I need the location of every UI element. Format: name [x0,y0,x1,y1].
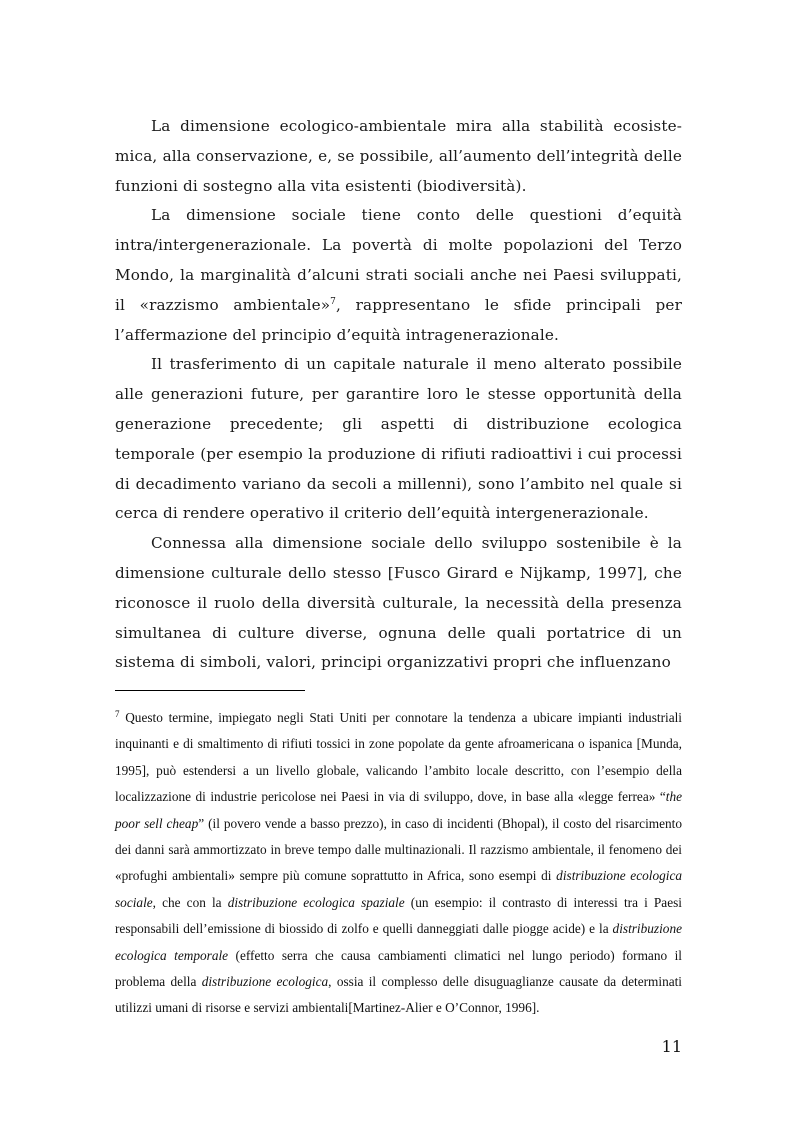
footnote-italic: distribuzione ecologica spaziale [227,894,405,910]
footnote-italic: distribuzione ecologica [201,974,329,990]
paragraph-cultural: Connessa alla dimensione sociale dello sviluppo sostenibile è la dimensione culturale dello stesso [Fusco Girard e Nijkamp, 1997], che riconosce il ruolo della diversità culturale, la necessità della presenza simultanea di culture diverse, ognuna delle quali portatrice di un sistema di simboli, valori, principi organizzativi propri che influenzano [115,534,682,672]
footnote-text: , che con la [152,894,228,910]
footnote-separator [115,690,305,691]
footnote-text: (effetto serra che causa cambiamenti climatici nel lungo periodo) formano il problema della [115,947,682,990]
paragraph-intergenerational: Il trasferimento di un capitale naturale il meno alterato possibile alle generazioni future, per garantire loro le stesse opportunità della generazione precedente; gli aspetti di distribuzione ecologica temporale (per esempio la produzione di rifiuti radioattivi i cui processi di decadimento variano da secoli a millenni), sono l’ambito nel quale si cerca di rendere operativo il criterio dell’equità intergenerazionale. [115,355,682,523]
footnote [115,705,682,1022]
page-number: 11 [661,1037,682,1056]
paragraph-social-text-b: , rappresentano le sfide principali per l’affermazione del principio d’equità intragenerazionale. [115,295,682,344]
paragraph-social-text-a: La dimensione sociale tiene conto delle questioni d’equità intra/intergenerazionale. La povertà di molte popolazioni del Terzo Mondo, la marginalità d’alcuni strati sociali anche nei Paesi sviluppati, il «razzismo ambientale» [115,206,682,314]
body-text [115,112,682,678]
paragraph-ecological: La dimensione ecologico-ambientale mira alla stabilità ecosiste-mica, alla conservazione, e, se possibile, all’aumento dell’integrità delle funzioni di sostegno alla vita esistenti (biodiversità). [115,117,682,195]
footnote-text: (un esempio: il contrasto di interessi tra i Paesi responsabili dell’emissione di biossido di zolfo e quelli danneggiati dalle piogge acide) e la [115,894,682,937]
footnote-number: 7 [115,709,120,719]
footnote-italic: distribuzione ecologica sociale [115,868,682,910]
footnote-italic: distribuzione ecologica temporale [115,921,682,963]
footnote-text: ” (il povero vende a basso prezzo), in caso di incidenti (Bhopal), il costo del risarcimento dei danni sarà ammortizzato in breve tempo dalle multinazionali. Il razzismo ambientale, il fenomeno dei «profughi ambientali» sempre più comune soprattutto in Africa, sono esempi di [115,815,683,884]
footnote-text: , ossia il complesso delle disuguaglianze causate da determinati utilizzi umani di risorse e servizi ambientali[Martinez-Alier e O’Connor, 1996]. [115,974,683,1016]
footnote-reference: 7 [330,296,337,307]
footnote-text: Questo termine, impiegato negli Stati Uniti per connotare la tendenza a ubicare impianti industriali inquinanti e di smaltimento di rifiuti tossici in zone popolate da gente afroamericana o ispanica [Munda, 1995], può estendersi a un livello globale, valicando l’ambito locale descritto, con l’esempio della localizzazione di industrie pericolose nei Paesi in via di sviluppo, dove, in base alla «legge ferrea» “ [115,710,682,805]
paragraph-social [115,201,682,350]
footnote-italic: the poor sell cheap [115,789,682,831]
